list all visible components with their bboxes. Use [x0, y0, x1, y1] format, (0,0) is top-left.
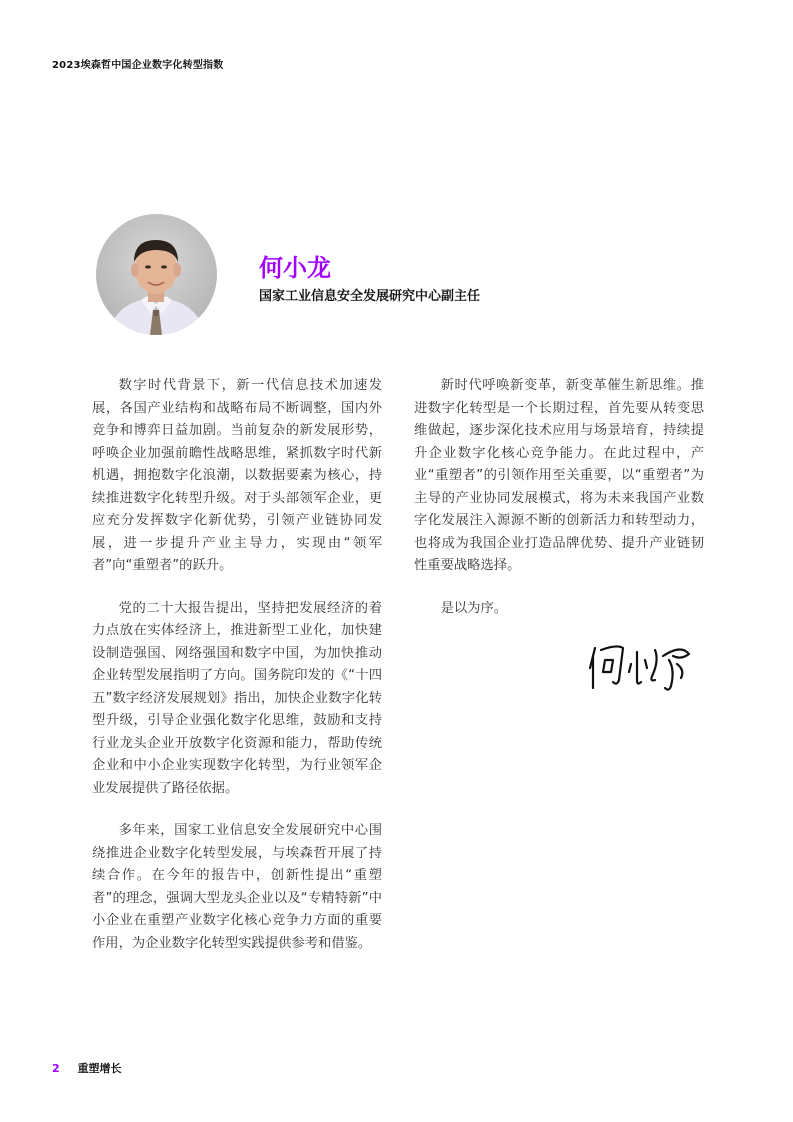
portrait-image — [96, 214, 217, 335]
paragraph: 党的二十大报告提出，坚持把发展经济的着力点放在实体经济上，推进新型工业化，加快建设制造强国、网络强国和数字中国，为加快推动企业转型发展指明了方向。国务院印发的《“十四五”数字经济发展规划》指出，加快企业数字化转型升级，引导企业强化数字化思维，鼓励和支持行业龙头企业开放数字化资源和能力，帮助传统企业和中小企业实现数字化转型，为行业领军企业发展提供了路径依据。 — [92, 600, 382, 796]
author-title: 国家工业信息安全发展研究中心副主任 — [259, 289, 481, 304]
right-column — [414, 375, 704, 640]
footer-title: 重塑增长 — [77, 1062, 122, 1075]
signature-image — [585, 630, 705, 700]
report-header: 2023埃森哲中国企业数字化转型指数 — [52, 60, 224, 71]
paragraph: 数字时代背景下，新一代信息技术加速发展，各国产业结构和战略布局不断调整，国内外竞争和博弈日益加剧。当前复杂的新发展形势，呼唤企业加强前瞻性战略思维，紧抓数字时代新机遇，拥抱数字化浪潮，以数据要素为核心，持续推进数字化转型升级。对于头部领军企业，更应充分发挥数字化新优势，引领产业链协同发展，进一步提升产业主导力，实现由“领军者”向“重塑者”的跃升。 — [92, 378, 382, 573]
paragraph: 多年来，国家工业信息安全发展研究中心围绕推进企业数字化转型发展，与埃森哲开展了持续合作。在今年的报告中，创新性提出“重塑者”的理念，强调大型龙头企业以及“专精特新”中小企业在重塑产业数字化核心竞争力方面的重要作用，为企业数字化转型实践提供参考和借鉴。 — [92, 823, 382, 951]
closing-line: 是以为序。 — [440, 600, 508, 616]
left-column — [92, 375, 382, 975]
paragraph: 新时代呼唤新变革，新变革催生新思维。推进数字化转型是一个长期过程，首先要从转变思维做起，逐步深化技术应用与场景培育，持续提升企业数字化核心竞争能力。在此过程中，产业“重塑者”的引领作用至关重要，以“重塑者”为主导的产业协同发展模式，将为未来我国产业数字化发展注入源源不断的创新活力和转型动力，也将成为我国企业打造品牌优势、提升产业链韧性重要战略选择。 — [414, 378, 704, 573]
page-footer — [52, 1060, 122, 1076]
author-name: 何小龙 — [259, 254, 331, 282]
author-portrait — [96, 214, 217, 335]
page-number: 2 — [52, 1062, 60, 1075]
handwritten-signature — [585, 630, 705, 700]
